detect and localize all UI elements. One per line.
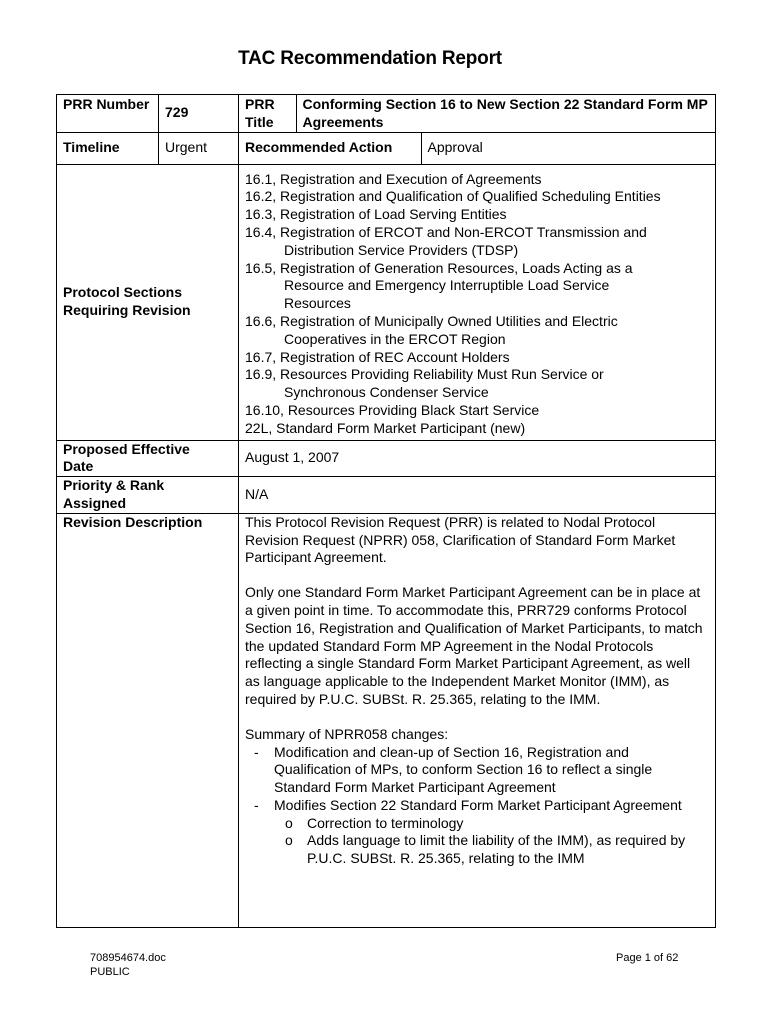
prr-title-group: [239, 95, 715, 132]
priority-row: [57, 477, 716, 514]
protocol-section-item: 16.4, Registration of ERCOT and Non-ERCOT Transmission and Distribution Service Providers (TDSP): [245, 223, 647, 258]
footer-filename: 708954674.doc: [90, 952, 166, 964]
prr-title-label: PRR Title: [239, 95, 296, 132]
timeline-row: [57, 132, 716, 164]
dash-marker: -: [254, 796, 259, 813]
protocol-section-item: 16.1, Registration and Execution of Agreements: [245, 170, 542, 187]
list-item: [245, 744, 707, 797]
dash-marker: -: [254, 743, 259, 760]
protocol-section-item: 22L, Standard Form Market Participant (new): [245, 419, 526, 436]
protocol-section-item: 16.2, Registration and Qualification of Qualified Scheduling Entities: [245, 188, 661, 205]
revision-paragraph: Only one Standard Form Market Participant Agreement can be in place at a given point in time. To accommodate this, PRR729 conforms Protocol Section 16, Registration and Qualification of Market Participants, to match the updated Standard Form MP Agreement in the Nodal Protocols reflecting a single Standard Form Market Participant Agreement, as well as language applicable to the Independent Market Monitor (IMM), as required by P.U.C. SUBSt. R. 25.365, relating to the IMM.: [245, 584, 703, 707]
revision-paragraph: This Protocol Revision Request (PRR) is related to Nodal Protocol Revision Request (NPRR) 058, Clarification of Standard Form Market Participant Agreement.: [245, 513, 676, 566]
footer-left: [90, 951, 166, 979]
priority-value: N/A: [239, 477, 716, 514]
prr-title-value: Conforming Section 16 to New Section 22 Standard Form MP Agreements: [302, 96, 708, 130]
page-title: TAC Recommendation Report: [238, 48, 502, 69]
summary-heading: Summary of NPRR058 changes:: [245, 725, 449, 742]
protocol-section-item: 16.3, Registration of Load Serving Entities: [245, 206, 507, 223]
sub-marker: o: [285, 832, 293, 849]
recommended-action-group: [239, 133, 715, 164]
prr-header-row: [57, 95, 716, 133]
list-item-text: Modifies Section 22 Standard Form Market Participant Agreement: [274, 796, 682, 813]
recommended-action-value: Approval: [427, 139, 483, 156]
effective-date-row: [57, 440, 716, 477]
footer-classification: PUBLIC: [90, 966, 130, 978]
protocol-section-item: 16.7, Registration of REC Account Holders: [245, 348, 510, 365]
protocol-section-item: 16.6, Registration of Municipally Owned Utilities and Electric Cooperatives in the ERCOT Region: [245, 312, 618, 347]
revision-label: Revision Description: [57, 513, 239, 927]
protocol-sections-label: Protocol Sections Requiring Revision: [57, 164, 239, 440]
effective-date-value: August 1, 2007: [239, 440, 716, 477]
footer-page-number: Page 1 of 62: [616, 952, 679, 964]
recommendation-table: [56, 94, 716, 928]
sub-list-item-text: Adds language to limit the liability of the IMM), as required by P.U.C. SUBSt. R. 25.365, relating to the IMM: [307, 832, 686, 867]
sub-marker: o: [285, 814, 293, 831]
protocol-section-item: 16.5, Registration of Generation Resources, Loads Acting as a Resource and Emergency Interruptible Load Service Resources: [245, 259, 633, 312]
recommended-action-label: Recommended Action: [239, 133, 421, 164]
list-item-text: Modification and clean-up of Section 16, Registration and Qualification of MPs, to conform Section 16 to reflect a single Standard Form Market Participant Agreement: [274, 743, 653, 796]
revision-row: [57, 513, 716, 927]
effective-date-label: Proposed Effective Date: [57, 440, 239, 477]
timeline-label: Timeline: [57, 132, 159, 164]
protocol-section-item: 16.10, Resources Providing Black Start Service: [245, 401, 540, 418]
prr-number-value: 729: [159, 95, 239, 133]
protocol-section-item: 16.9, Resources Providing Reliability Must Run Service or Synchronous Condenser Service: [245, 366, 604, 401]
protocol-sections-row: [57, 164, 716, 440]
sub-list-item-text: Correction to terminology: [307, 814, 464, 831]
timeline-value: Urgent: [159, 132, 239, 164]
priority-label: Priority & Rank Assigned: [57, 477, 239, 514]
sub-list-item: [245, 832, 707, 868]
protocol-sections-list: [239, 164, 716, 440]
prr-number-label: PRR Number: [57, 95, 159, 133]
revision-description: [239, 513, 716, 927]
list-item: [245, 797, 707, 815]
sub-list-item: [245, 815, 707, 833]
